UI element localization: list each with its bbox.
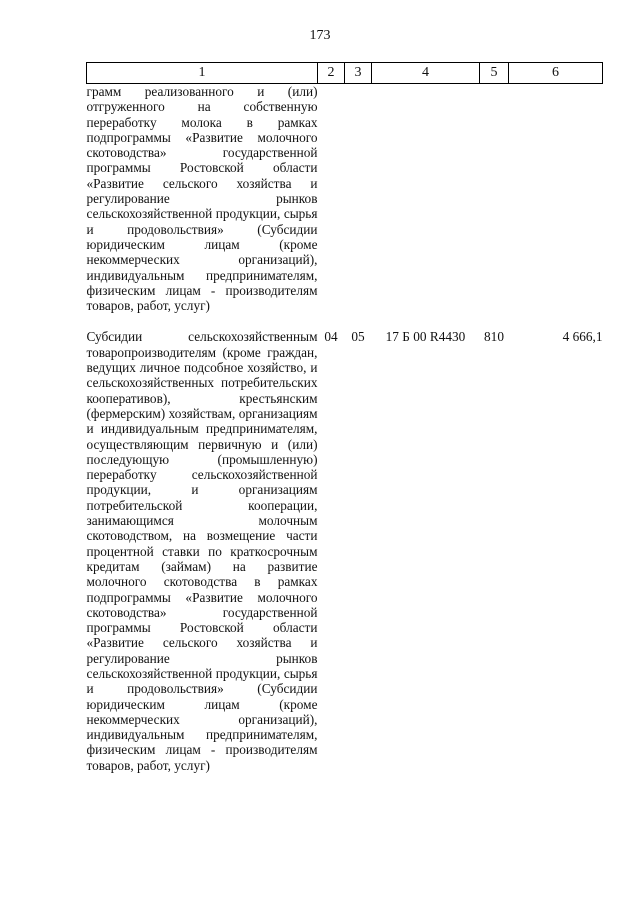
row-amount: 4 666,1 (562, 329, 603, 345)
page-number: 173 (309, 28, 331, 43)
budget-table (86, 62, 603, 773)
row-expense-type-code: 810 (484, 329, 504, 345)
row-target-article-code: 17 Б 00 R4430 (385, 329, 466, 345)
row-subsection-code: 05 (351, 329, 365, 345)
column-header-5: 5 (480, 63, 509, 84)
column-header-1: 1 (87, 63, 318, 84)
table-header-row (87, 63, 603, 84)
row-description: Субсидии сельскохозяйственным товаропроизводителям (кроме граждан, ведущих личное подсобное хозяйство, и сельскохозяйственных потребительских кооперативов), крестьянским (фермерским) хозяйствам, организациям и индивидуальным предпринимателям, осуществляющим первичную и (или) последующую (промышленную) переработку сельскохозяйственной продукции, и организациям потребительской кооперации, занимающимся молочным скотоводством, на возмещение части процентной ставки по краткосрочным кредитам (займам) на развитие молочного скотоводства в рамках подпрограммы «Развитие молочного скотоводства» государственной программы Ростовской области «Развитие сельского хозяйства и регулирование рынков сельскохозяйственной продукции, сырья и продовольствия» (Субсидии юридическим лицам (кроме некоммерческих организаций), индивидуальным предпринимателям, физическим лицам - производителям товаров, работ, услуг) (86, 329, 318, 773)
table-row (87, 84, 603, 314)
column-header-4: 4 (372, 63, 480, 84)
column-header-2: 2 (318, 63, 345, 84)
row-target-article-code (372, 84, 480, 314)
row-section-code: 04 (324, 329, 338, 345)
row-section-code (318, 84, 345, 314)
row-subsection-code (345, 84, 372, 314)
row-amount (509, 84, 603, 314)
column-header-3: 3 (345, 63, 372, 84)
column-header-6: 6 (509, 63, 603, 84)
row-description: грамм реализованного и (или) отгруженного на собственную переработку молока в рамках подпрограммы «Развитие молочного скотоводства» государственной программы Ростовской области «Развитие сельского хозяйства и регулирование рынков сельскохозяйственной продукции, сырья и продовольствия» (Субсидии юридическим лицам (кроме некоммерческих организаций), индивидуальным предпринимателям, физическим лицам - производителям товаров, работ, услуг) (86, 84, 318, 314)
table-row (87, 313, 603, 773)
row-expense-type-code (480, 84, 509, 314)
